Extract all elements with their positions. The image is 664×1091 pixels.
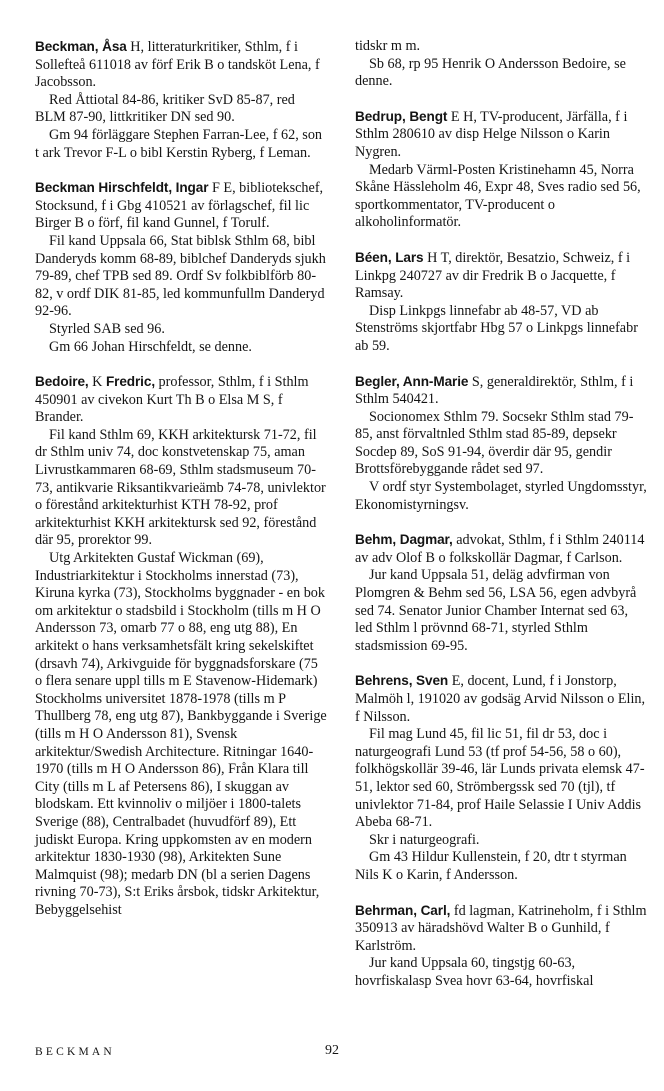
left-column: [35, 38, 327, 937]
entry-headword: Bedrup, Bengt: [355, 108, 448, 124]
entry-paragraph: Medarb Värml-Posten Kristinehamn 45, Norra Skåne Hässleholm 46, Expr 48, Sves radio sed 56, sportkommentator, TV-producent o alkoholinformatör.: [355, 161, 641, 231]
entry-headword: Begler, Ann-Marie: [355, 373, 469, 389]
entry-paragraph: Styrled SAB sed 96.: [49, 320, 165, 337]
entry-behm-dagmar: [355, 531, 647, 655]
entry-bedrup-bengt: [355, 108, 647, 232]
entry-begler-ann-marie: [355, 373, 647, 515]
entry-paragraph: Utg Arkitekten Gustaf Wickman (69), Industriarkitektur i Stockholms innerstad (73), Kiruna kyrka (73), Stockholms byggnader - en bok om arkitektur o stadsbild i Stockholm (tills m H O Andersson 73, omarb 77 o 88, eng utg 88), En arkitekt o hans verksamhetsfält kring sekelskiftet (drsavh 74), Arkivguide för byggnadsforskare (75 o flera senare uppl tills m E Stavenow-Hidemark) Stockholms universitet 1878-1978 (tills m P Thullberg 78, eng utg 87), Bankbyggande i Sverige (tills m H O Andersson 81), Svensk arkitektur/Swedish Architecture. Ritningar 1640-1970 (tills m H O Andersson 86), Från Klara till City (tills m L af Petersens 86), I skuggan av blodskam. Ett kvinnoliv o miljöer i 1800-talets Sverige (88), Centralbadet (huvudförf 89), Ett judiskt Europa. Kring uppkomsten av en modern arkitektur 1830-1930 (98), Arkitekten Sune Malmquist (98); medarb DN (bl a serien Dagens rivning 70-73), S:t Eriks årsbok, tidskr Arkitektur, Bebyggelsehist: [35, 550, 327, 918]
entry-intro: E H, TV-producent, Järfälla, f i Sthlm 280610 av disp Helge Nilsson o Karin Nygren.: [355, 108, 628, 160]
entry-behrens-sven: [355, 672, 647, 884]
entry-headword: Behm, Dagmar,: [355, 532, 453, 548]
entry-headword: Beckman, Åsa: [35, 39, 127, 54]
entry-intro: fd lagman, Katrineholm, f i Sthlm 350913 av häradshövd Walter B o Gunhild, f Karlström.: [355, 902, 647, 954]
entry-bedoire-fredric: [35, 373, 327, 919]
entry-intro: H, litteraturkritiker, Sthlm, f i Sollefteå 611018 av förf Erik B o tandsköt Lena, f Jacobsson.: [35, 39, 320, 91]
entry-paragraph: Socionomex Sthlm 79. Socsekr Sthlm stad 79-85, anst förvaltnled Sthlm stad 85-89, depsekr Socdep 89, SoS 91-94, överdir där 95, gendir Brottsförebyggande rådet sed 97.: [355, 408, 634, 478]
entry-intro: F E, bibliotekschef, Stocksund, f i Gbg 410521 av förlagschef, fil lic Birger B o förf, fil kand Gunnel, f Torulf.: [35, 180, 324, 232]
entry-intro: H T, direktör, Besatzio, Schweiz, f i Linkpg 240727 av dir Fredrik B o Jacquette, f Ramsay.: [355, 249, 631, 302]
entry-paragraph: Gm 94 förläggare Stephen Farran-Lee, f 62, son t ark Trevor F-L o bibl Kerstin Ryberg, f Leman.: [35, 126, 323, 161]
entry-been-lars: [355, 249, 647, 356]
page-number: 92: [325, 1043, 339, 1058]
entry-paragraph: V ordf styr Systembolaget, styrled Ungdomsstyr, Ekonomistyrningsv.: [355, 479, 647, 513]
entry-paragraph: Jur kand Uppsala 51, deläg advfirman von Plomgren & Behm sed 56, LSA 56, egen advbyrå sed 74. Senator Junior Chamber Internat sed 63, led Sthlm l prövnnd 68-71, styrled Sthlm stadsmission 69-95.: [355, 567, 637, 654]
running-head: BECKMAN: [35, 1046, 115, 1058]
entry-beckman-hirschfeldt: [35, 179, 327, 356]
entry-paragraph: Jur kand Uppsala 60, tingstjg 60-63, hovrfiskalasp Svea hovr 63-64, hovrfiskal: [355, 955, 594, 989]
entry-paragraph: Gm 43 Hildur Kullenstein, f 20, dtr t styrman Nils K o Karin, f Andersson.: [355, 849, 627, 883]
entry-paragraph: Fil kand Sthlm 69, KKH arkitektursk 71-72, fil dr Sthlm univ 74, doc konstvetenskap 75, aman Livrustkammaren 68-69, Sthlm stadsmuseum 70-73, antikvarie Riksantikvarieämb 74-78, univlektor o förestånd arkitekturhist KTH 78-92, prof arkitekturhist KKH arkitektursk sed 92, förestånd där 95, prorektor 99.: [35, 426, 326, 549]
entry-continuation: tidskr m m.: [355, 38, 421, 54]
entry-headword-given: Fredric,: [105, 374, 155, 390]
entry-paragraph: Fil kand Uppsala 66, Stat biblsk Sthlm 68, bibl Danderyds komm 68-89, biblchef Danderyds sjukh 79-89, chef TPB sed 89. Ordf Sv folkbiblförb 80-82, v ordf DIK 81-85, led kommunfullm Danderyd 92-96.: [35, 232, 326, 320]
entry-headword: Beckman Hirschfeldt, Ingar: [35, 180, 209, 196]
entry-intro: S, generaldirektör, Sthlm, f i Sthlm 540421.: [355, 373, 634, 408]
entry-headword: Béen, Lars: [355, 249, 424, 265]
entry-paragraph: Skr i naturgeografi.: [369, 831, 480, 848]
entry-intro: advokat, Sthlm, f i Sthlm 240114 av adv Olof B o folkskollär Dagmar, f Carlson.: [355, 532, 645, 566]
entry-paragraph: Fil mag Lund 45, fil lic 51, fil dr 53, doc i naturgeografi Lund 53 (tf prof 54-56, 58 o 60), folkhögskollär 39-46, lär Lunds privata elemsk 47-51, lektor sed 60, Strömbergssk sed 70 (tjl), tf univlektor 71-84, prof Haile Selassie I Univ Addis Abeba 68-71.: [355, 726, 645, 831]
entry-paragraph: Disp Linkpgs linnefabr ab 48-57, VD ab Stenströms skjortfabr Hbg 57 o Linkpgs linnefabr ab 59.: [355, 302, 638, 354]
entry-paragraph: Gm 66 Johan Hirschfeldt, se denne.: [49, 338, 252, 355]
entry-headword: Behrens, Sven: [355, 673, 449, 689]
entry-bedoire-continuation: [355, 38, 647, 91]
entry-headword: Bedoire,: [35, 374, 89, 390]
entry-headword: Behrman, Carl,: [355, 902, 451, 918]
entry-headword-initial: K: [88, 374, 106, 391]
entry-behrman-carl: [355, 902, 647, 991]
right-column: [355, 38, 647, 1008]
entry-beckman-asa: [35, 38, 327, 162]
entry-paragraph: Red Åttiotal 84-86, kritiker SvD 85-87, red BLM 87-90, littkritiker DN sed 90.: [35, 91, 295, 126]
entry-intro: professor, Sthlm, f i Sthlm 450901 av civekon Kurt Th B o Elsa M S, f Brander.: [35, 374, 309, 426]
entry-intro: E, docent, Lund, f i Jonstorp, Malmöh l, 191020 av godsäg Arvid Nilsson o Elin, f Nilsson.: [355, 673, 646, 725]
entry-paragraph: Sb 68, rp 95 Henrik O Andersson Bedoire, se denne.: [355, 55, 626, 90]
